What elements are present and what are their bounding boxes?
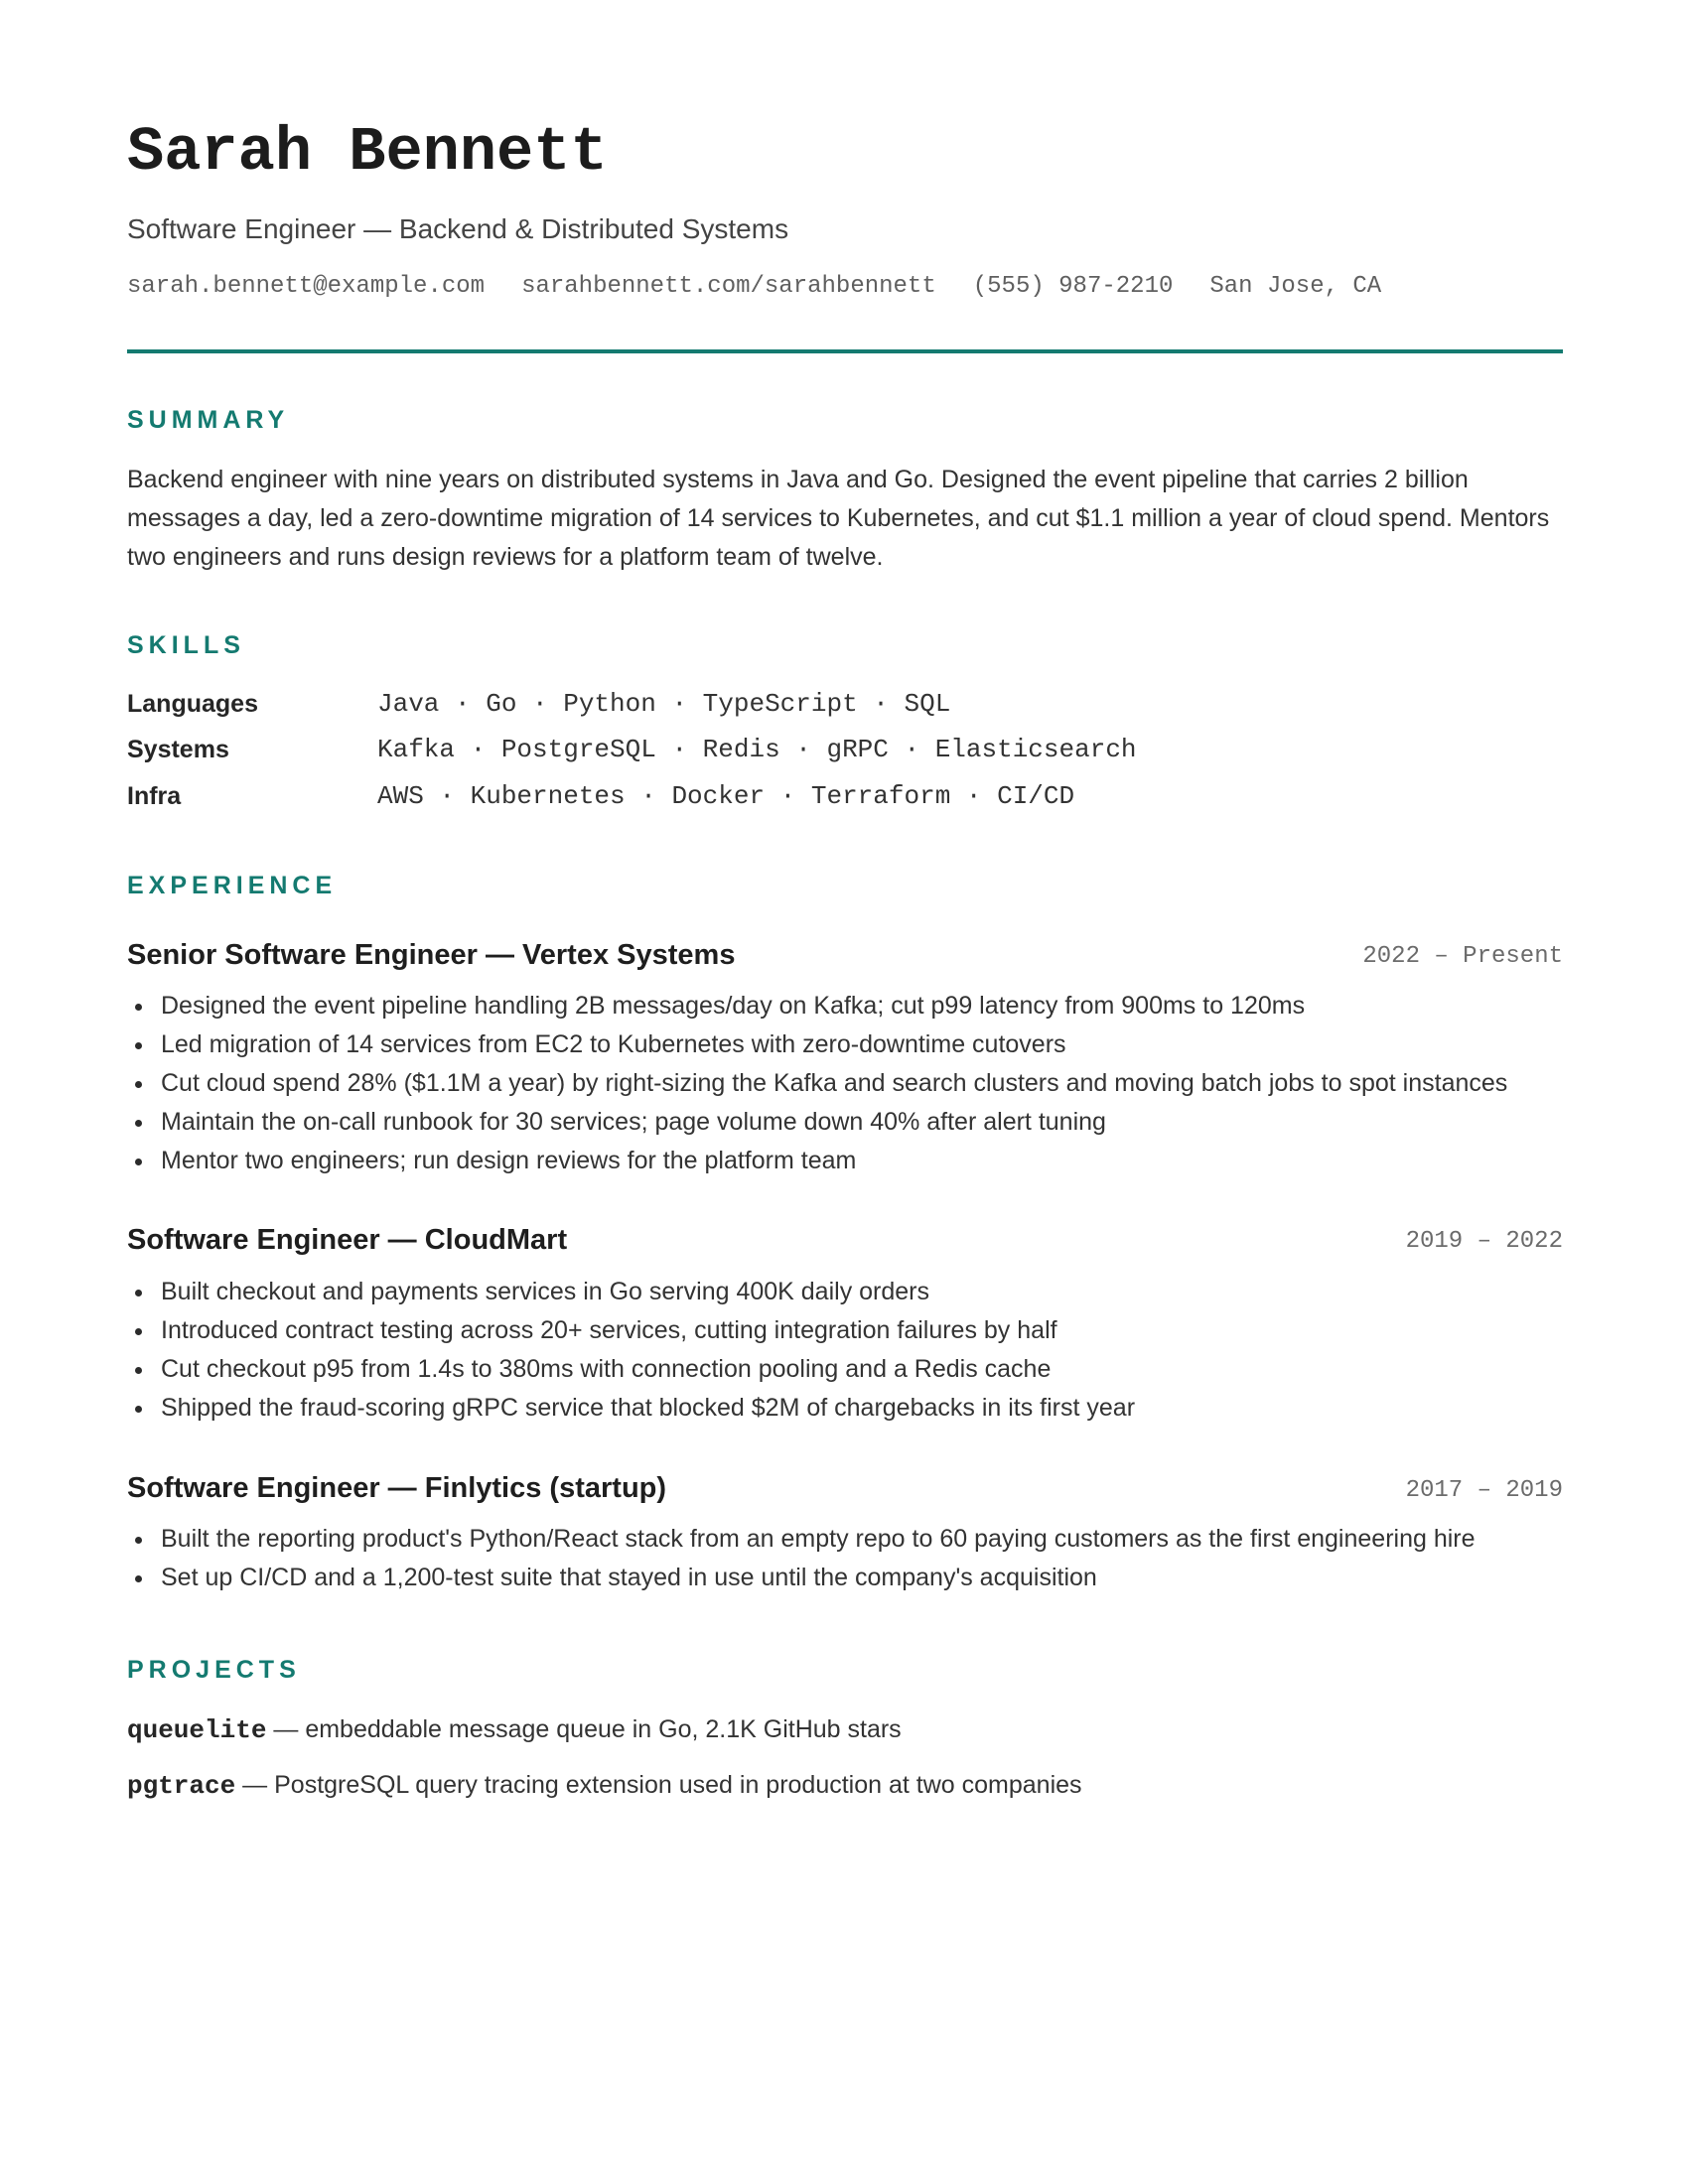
skill-category: Languages xyxy=(127,690,258,718)
contact-line xyxy=(127,272,1381,302)
list-item: Maintain the on-call runbook for 30 services; page volume down 40% after alert tuning xyxy=(161,1103,1563,1142)
list-item: Built the reporting product's Python/React stack from an empty repo to 60 paying customers as the first engineering hire xyxy=(161,1520,1563,1559)
skill-row xyxy=(127,779,1563,813)
summary-text: Backend engineer with nine years on distributed systems in Java and Go. Designed the event pipeline that carries 2 billion messages a day, led a zero-downtime migration of 14 services to Kubernetes, and cut $1.1 million a year of cloud spend. Mentors two engineers and runs design reviews for a platform team of twelve. xyxy=(127,466,1550,571)
project-name: pgtrace xyxy=(127,1771,236,1801)
job-title: Software Engineer — Finlytics (startup) xyxy=(127,1472,667,1504)
skill-items: Java · Go · Python · TypeScript · SQL xyxy=(377,689,951,719)
header-divider xyxy=(127,349,1563,353)
section-title-projects: PROJECTS xyxy=(127,1656,301,1684)
skill-items: Kafka · PostgreSQL · Redis · gRPC · Elasticsearch xyxy=(377,735,1137,764)
list-item: Mentor two engineers; run design reviews for the platform team xyxy=(161,1142,1563,1180)
job-bullets xyxy=(127,1520,1563,1597)
list-item: Cut cloud spend 28% ($1.1M a year) by right-sizing the Kafka and search clusters and moving batch jobs to spot instances xyxy=(161,1064,1563,1103)
candidate-tagline: Software Engineer — Backend & Distributed Systems xyxy=(127,213,789,244)
candidate-name: Sarah Bennett xyxy=(127,117,608,188)
list-item: Introduced contract testing across 20+ services, cutting integration failures by half xyxy=(161,1311,1563,1350)
skill-row xyxy=(127,733,1563,766)
project-item xyxy=(127,1712,902,1747)
job-dates: 2022 – Present xyxy=(1362,943,1563,970)
contact-email[interactable]: sarah.bennett@example.com xyxy=(127,273,486,300)
list-item: Built checkout and payments services in Go serving 400K daily orders xyxy=(161,1273,1563,1311)
section-title-summary: SUMMARY xyxy=(127,406,290,434)
job-dates: 2019 – 2022 xyxy=(1405,1228,1563,1255)
contact-location: San Jose, CA xyxy=(1209,273,1382,300)
skill-category: Infra xyxy=(127,782,182,810)
job-title: Senior Software Engineer — Vertex Systems xyxy=(127,939,736,971)
job-title: Software Engineer — CloudMart xyxy=(127,1224,568,1256)
skill-category: Systems xyxy=(127,736,229,763)
job-bullets xyxy=(127,987,1563,1180)
list-item: Led migration of 14 services from EC2 to Kubernetes with zero-downtime cutovers xyxy=(161,1025,1563,1064)
project-description: — embeddable message queue in Go, 2.1K GitHub stars xyxy=(266,1715,902,1743)
contact-phone: (555) 987-2210 xyxy=(972,273,1174,300)
project-description: — PostgreSQL query tracing extension used in production at two companies xyxy=(235,1771,1082,1799)
list-item: Cut checkout p95 from 1.4s to 380ms with connection pooling and a Redis cache xyxy=(161,1350,1563,1389)
contact-website[interactable]: sarahbennett.com/sarahbennett xyxy=(521,273,936,300)
project-item xyxy=(127,1768,1082,1803)
list-item: Shipped the fraud-scoring gRPC service that blocked $2M of chargebacks in its first year xyxy=(161,1389,1563,1428)
skill-items: AWS · Kubernetes · Docker · Terraform · CI/CD xyxy=(377,781,1075,811)
list-item: Designed the event pipeline handling 2B messages/day on Kafka; cut p99 latency from 900ms to 120ms xyxy=(161,987,1563,1025)
skill-row xyxy=(127,687,1563,721)
job-dates: 2017 – 2019 xyxy=(1405,1477,1563,1504)
job-bullets xyxy=(127,1273,1563,1428)
section-title-experience: EXPERIENCE xyxy=(127,872,338,899)
project-name: queuelite xyxy=(127,1715,267,1745)
list-item: Set up CI/CD and a 1,200-test suite that stayed in use until the company's acquisition xyxy=(161,1559,1563,1597)
section-title-skills: SKILLS xyxy=(127,631,245,659)
